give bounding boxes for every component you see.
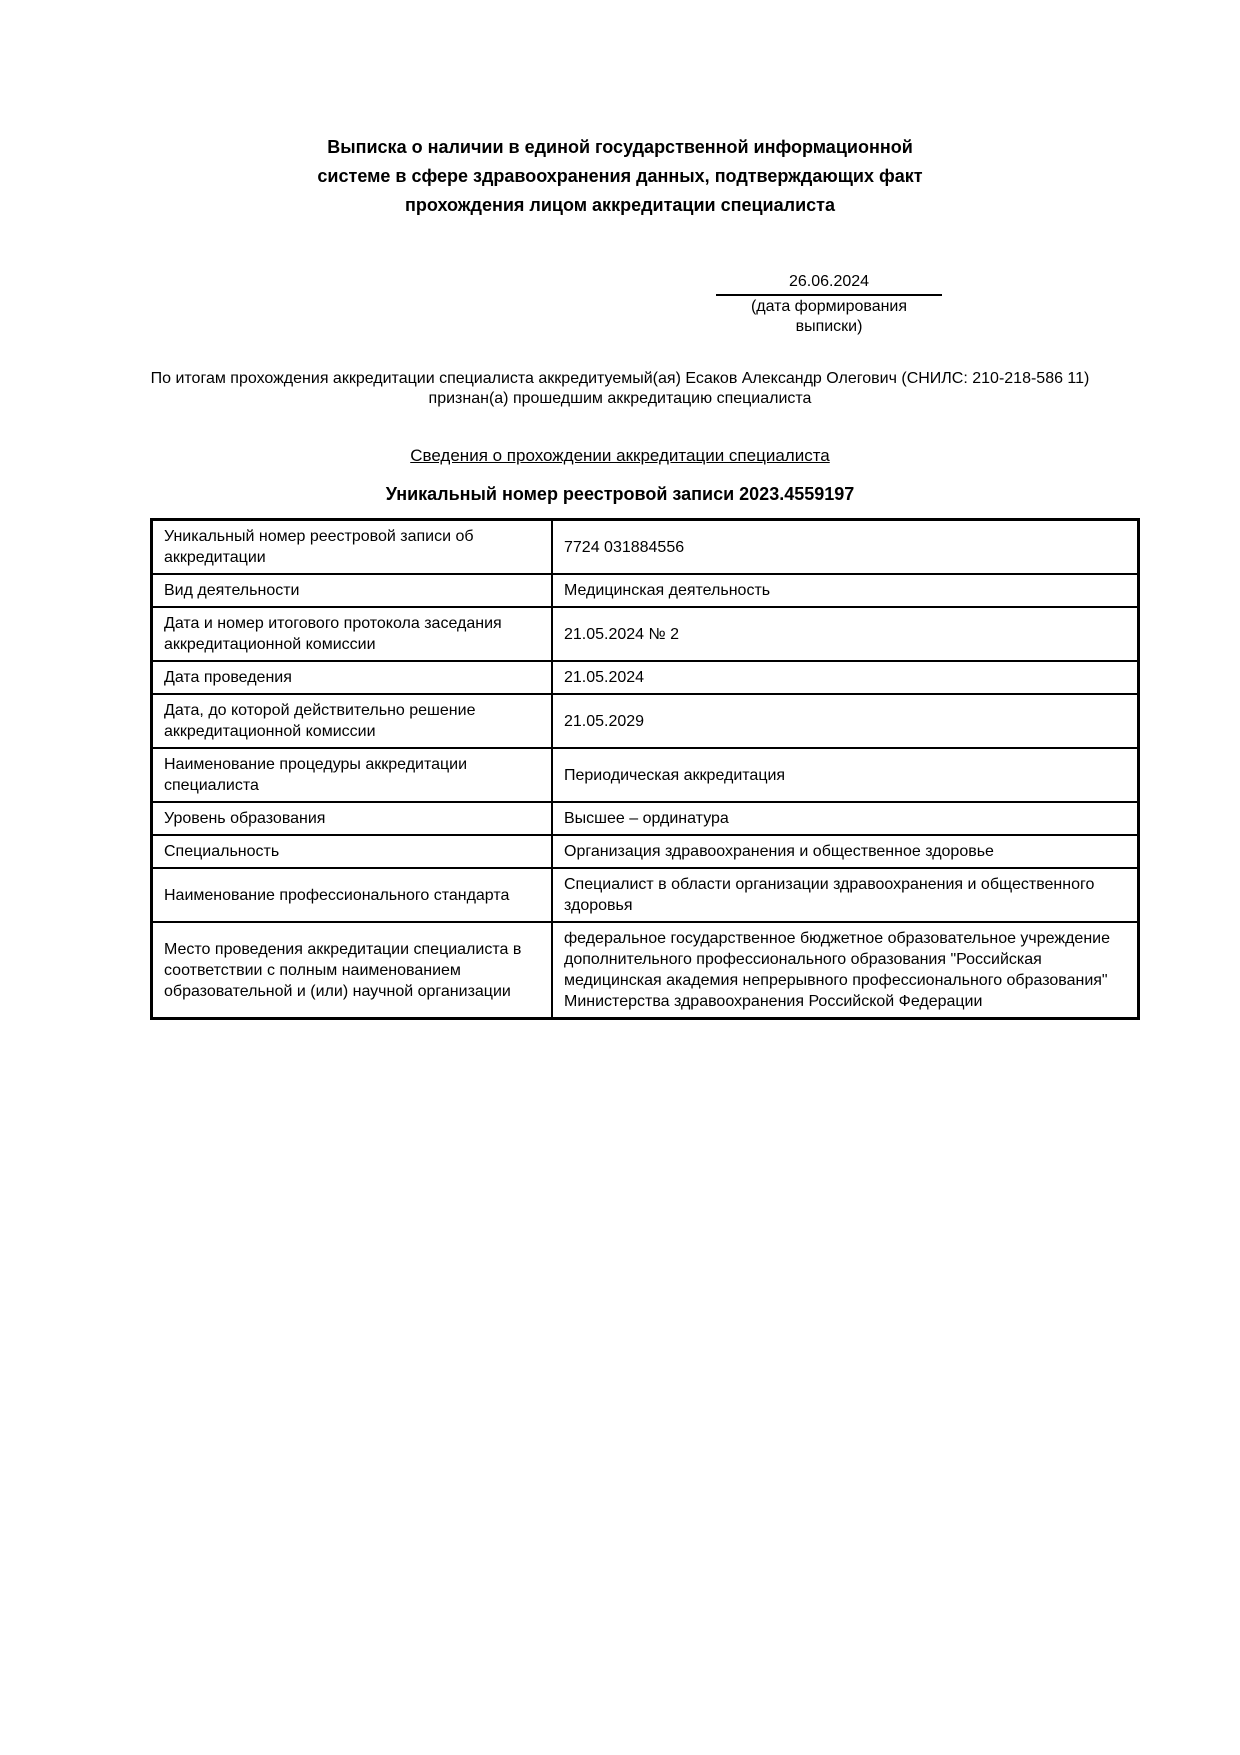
row-label: Уровень образования: [152, 802, 553, 835]
table-row: [152, 661, 1139, 694]
table-row: [152, 835, 1139, 868]
registry-number-heading: Уникальный номер реестровой записи 2023.4559197: [385, 484, 855, 504]
row-value: федеральное государственное бюджетное образовательное учреждение дополнительного профессионального образования "Российская медицинская академия непрерывного профессионального образования" Министерства здравоохранения Российской Федерации: [552, 922, 1139, 1019]
row-value: 21.05.2029: [552, 694, 1139, 748]
row-label: Место проведения аккредитации специалиста в соответствии с полным наименованием образовательной и (или) научной организации: [152, 922, 553, 1019]
extract-date: 26.06.2024: [716, 272, 942, 296]
extract-date-block: [716, 272, 942, 337]
document-title-line: системе в сфере здравоохранения данных, подтверждающих факт: [317, 166, 923, 186]
row-label: Вид деятельности: [152, 574, 553, 607]
row-label: Специальность: [152, 835, 553, 868]
row-value: 7724 031884556: [552, 520, 1139, 575]
document-title-line: прохождения лицом аккредитации специалиста: [405, 195, 835, 215]
intro-line: признан(а) прошедшим аккредитацию специалиста: [428, 390, 812, 407]
row-value: Организация здравоохранения и общественное здоровье: [552, 835, 1139, 868]
intro-line: По итогам прохождения аккредитации специалиста аккредитуемый(ая) Есаков Александр Олегович (СНИЛС: 210-218-586 11): [150, 370, 1090, 387]
table-row: [152, 607, 1139, 661]
table-row: [152, 694, 1139, 748]
row-value: Периодическая аккредитация: [552, 748, 1139, 802]
document-title: [260, 0, 980, 220]
table-row: [152, 922, 1139, 1019]
row-value: Медицинская деятельность: [552, 574, 1139, 607]
table-row: [152, 868, 1139, 922]
table-row: [152, 748, 1139, 802]
row-value: 21.05.2024 № 2: [552, 607, 1139, 661]
row-value: 21.05.2024: [552, 661, 1139, 694]
intro-paragraph: [125, 369, 1115, 409]
row-label: Дата проведения: [152, 661, 553, 694]
table-row: [152, 802, 1139, 835]
row-value: Высшее – ординатура: [552, 802, 1139, 835]
row-value: Специалист в области организации здравоохранения и общественного здоровья: [552, 868, 1139, 922]
accreditation-table: [150, 518, 1140, 1020]
row-label: Дата и номер итогового протокола заседания аккредитационной комиссии: [152, 607, 553, 661]
table-row: [152, 520, 1139, 575]
table-row: [152, 574, 1139, 607]
section-heading: Сведения о прохождении аккредитации специалиста: [410, 446, 830, 465]
row-label: Наименование профессионального стандарта: [152, 868, 553, 922]
extract-date-caption: (дата формирования выписки): [750, 298, 908, 335]
row-label: Дата, до которой действительно решение аккредитационной комиссии: [152, 694, 553, 748]
row-label: Наименование процедуры аккредитации специалиста: [152, 748, 553, 802]
document-title-line: Выписка о наличии в единой государственной информационной: [327, 137, 913, 157]
row-label: Уникальный номер реестровой записи об аккредитации: [152, 520, 553, 575]
